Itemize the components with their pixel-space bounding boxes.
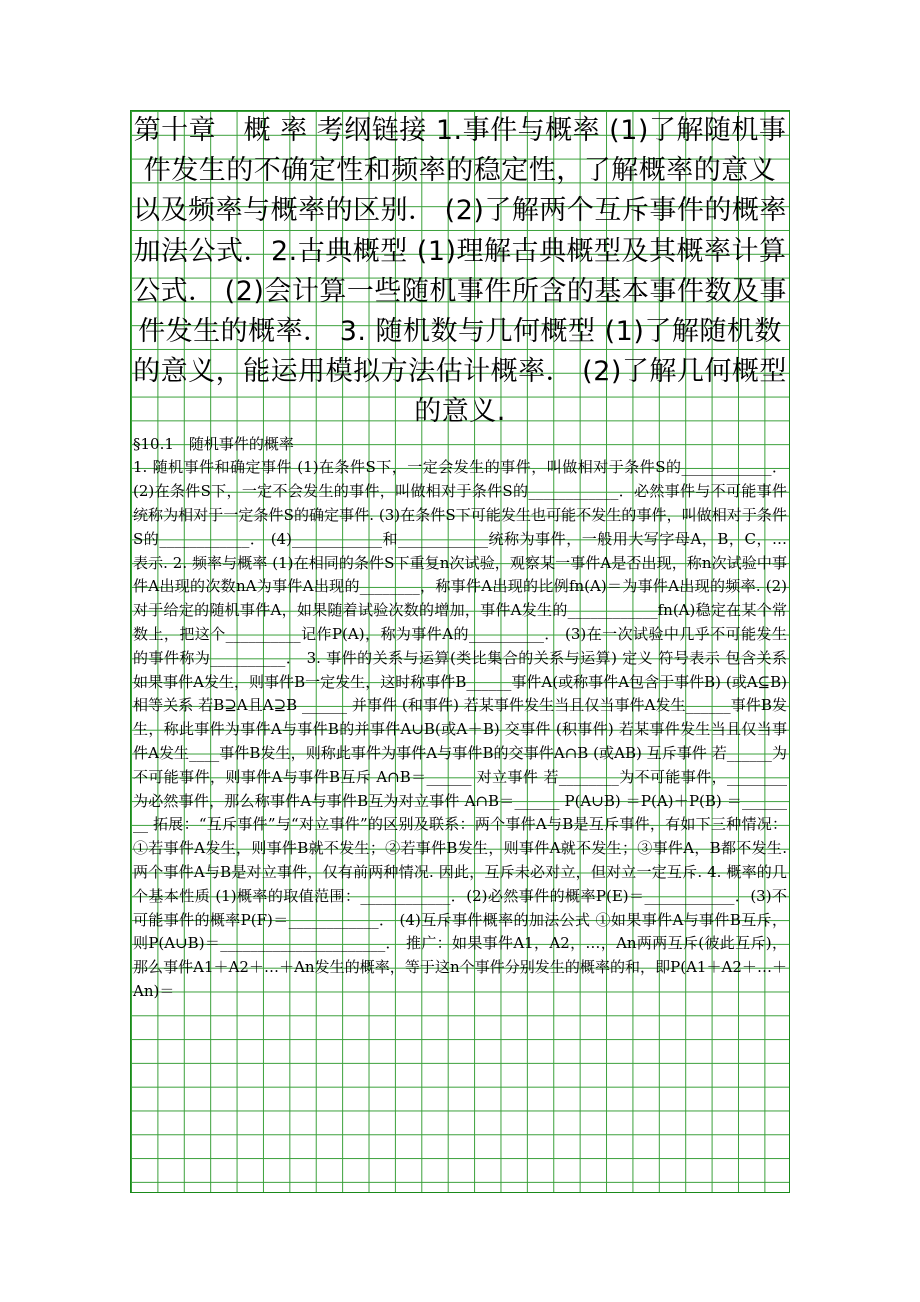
document-page [130,110,790,1193]
chapter-heading: 第十章 概 率 考纲链接 1.事件与概率 (1)了解随机事件发生的不确定性和频率的稳定性，了解概率的意义以及频率与概率的区别． (2)了解两个互斥事件的概率加法公式．2.古典概型 (1)理解古典概型及其概率计算公式． (2)会计算一些随机事件所含的基本事件数及事件发生的概率． 3. 随机数与几何概型 (1)了解随机数的意义，能运用模拟方法估计概率． (2)了解几何概型的意义. [133,115,787,428]
section-title: §10.1 随机事件的概率 [133,434,294,453]
body-text: 1. 随机事件和确定事件 (1)在条件S下，一定会发生的事件，叫做相对于条件S的____________． (2)在条件S下，一定不会发生的事件，叫做相对于条件S的____________．必然事件与不可能事件统称为相对于一定条件S的确定事件. (3)在条件S下可能发生也可能不发生的事件，叫做相对于条件S的____________． (4)____________和____________统称为事件，一般用大写字母A，B，C，…表示. 2. 频率与概率 (1)在相同的条件S下重复n次试验，观察某一事件A是否出现，称n次试验中事件A出现的次数nA为事件A出现的________，称事件A出现的比例fn(A)＝为事件A出现的频率. (2)对于给定的随机事件A，如果随着试验次数的增加，事件A发生的____________fn(A)稳定在某个常数上，把这个__________记作P(A)，称为事件A的__________． (3)在一次试验中几乎不可能发生的事件称为__________． 3. 事件的关系与运算(类比集合的关系与运算) 定义 符号表示 包含关系 如果事件A发生，则事件B一定发生，这时称事件B______事件A(或称事件A包含于事件B) (或A⊆B) 相等关系 若B⊇A且A⊇B ______ 并事件 (和事件) 若某事件发生当且仅当事件A发生______事件B发生，称此事件为事件A与事件B的并事件A∪B(或A＋B) 交事件 (积事件) 若某事件发生当且仅当事件A发生____事件B发生，则称此事件为事件A与事件B的交事件A∩B (或AB) 互斥事件 若______为不可能事件，则事件A与事件B互斥 A∩B＝______ 对立事件 若________为不可能事件，________为必然事件，那么称事件A与事件B互为对立事件 A∩B＝______ P(A∪B) ＝P(A)＋P(B) ＝________ 拓展：“互斥事件”与“对立事件”的区别及联系：两个事件A与B是互斥事件，有如下三种情况：①若事件A发生，则事件B就不发生；②若事件B发生，则事件A就不发生；③事件A，B都不发生. 两个事件A与B是对立事件，仅有前两种情况. 因此，互斥未必对立，但对立一定互斥. 4. 概率的几个基本性质 (1)概率的取值范围：____________．(2)必然事件的概率P(E)＝____________．(3)不可能事件的概率P(F)＝____________． (4)互斥事件概率的加法公式 ①如果事件A与事件B互斥，则P(A∪B)＝______________________． 推广：如果事件A1，A2，…，An两两互斥(彼此互斥)，那么事件A1＋A2＋…＋An发生的概率，等于这n个事件分别发生的概率的和，即P(A1＋A2＋…＋An)＝ [133,458,787,1000]
